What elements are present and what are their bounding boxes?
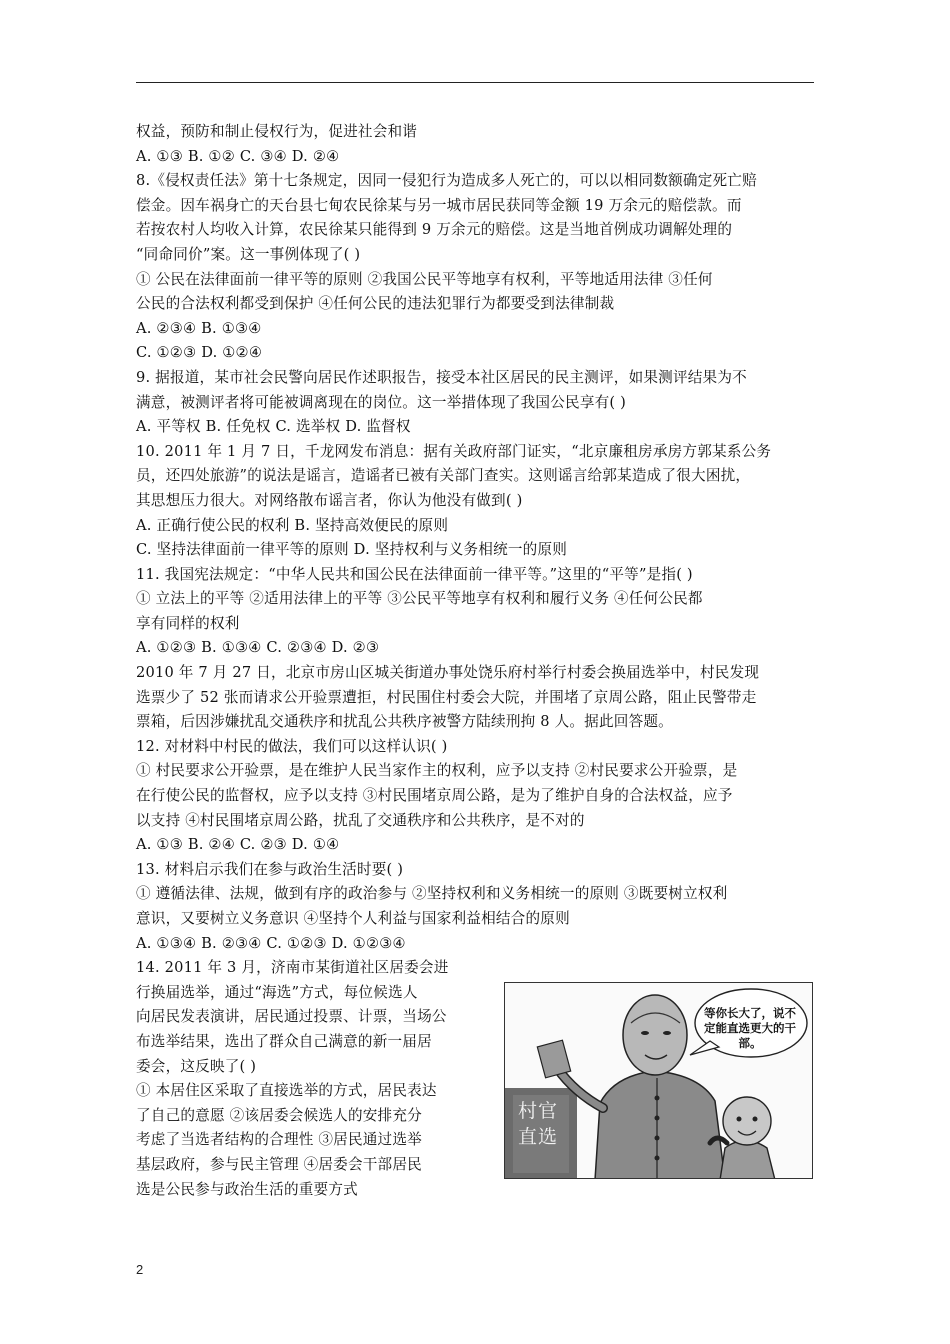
text-line: ① 遵循法律、法规，做到有序的政治参与 ②坚持权利和义务相统一的原则 ③既要树立权利 — [136, 885, 728, 903]
text-line: ① 立法上的平等 ②适用法律上的平等 ③公民平等地享有权利和履行义务 ④任何公民都 — [136, 590, 703, 608]
text-line: 满意，被测评者将可能被调离现在的岗位。这一举措体现了我国公民享有( ) — [136, 393, 627, 411]
text-line: 2010 年 7 月 27 日，北京市房山区城关街道办事处饶乐府村举行村委会换届选举中，村民发现 — [136, 664, 760, 682]
text-line: A. 正确行使公民的权利 B. 坚持高效便民的原则 — [136, 516, 449, 534]
text-line: 其思想压力很大。对网络散布谣言者，你认为他没有做到( ) — [136, 491, 523, 509]
cartoon-stamp-label: 村官直选 — [517, 1100, 558, 1148]
text-line: A. 平等权 B. 任免权 C. 选举权 D. 监督权 — [136, 418, 411, 436]
question-14-line: 选是公民参与政治生活的重要方式 — [136, 1180, 358, 1198]
text-line: A. ②③④ B. ①③④ — [136, 319, 262, 337]
text-line: 享有同样的权利 — [136, 614, 240, 632]
text-line: 13. 材料启示我们在参与政治生活时要( ) — [136, 860, 404, 878]
text-line: A. ①③④ B. ②③④ C. ①②③ D. ①②③④ — [136, 934, 406, 952]
question-14-line: 委会，这反映了( ) — [136, 1057, 257, 1075]
header-rule — [136, 82, 814, 83]
text-line: 偿金。因车祸身亡的天台县七甸农民徐某与另一城市居民获同等金额 19 万余元的赔偿款。而 — [136, 196, 742, 214]
question-14-line: 行换届选举，通过“海选”方式，每位候选人 — [136, 983, 418, 1001]
text-line: 9. 据报道，某市社会民警向居民作述职报告，接受本社区居民的民主测评，如果测评结果为不 — [136, 368, 747, 386]
text-line: 10. 2011 年 1 月 7 日，千龙网发布消息：据有关政府部门证实，“北京廉租房承房方郭某系公务 — [136, 442, 772, 460]
question-14-line: ① 本居住区采取了直接选举的方式，居民表达 — [136, 1082, 437, 1100]
question-14-line: 了自己的意愿 ②该居委会候选人的安排充分 — [136, 1106, 422, 1124]
question-14-line: 向居民发表演讲，居民通过投票、计票，当场公 — [136, 1008, 447, 1026]
text-line: 权益，预防和制止侵权行为，促进社会和谐 — [136, 123, 418, 140]
question-14-line: 布选举结果，选出了群众自己满意的新一届居 — [136, 1032, 432, 1050]
text-line: C. ①②③ D. ①②④ — [136, 344, 263, 362]
question-14-line: 考虑了当选者结构的合理性 ③居民通过选举 — [136, 1131, 422, 1149]
text-line: 12. 对材料中村民的做法，我们可以这样认识( ) — [136, 737, 448, 755]
text-line: C. 坚持法律面前一律平等的原则 D. 坚持权利与义务相统一的原则 — [136, 541, 568, 559]
text-line: “同命同价”案。这一事例体现了( ) — [136, 245, 361, 263]
text-line: 票箱，后因涉嫌扰乱交通秩序和扰乱公共秩序被警方陆续刑拘 8 人。据此回答题。 — [136, 713, 673, 731]
page-number: 2 — [136, 1262, 144, 1277]
text-line: 公民的合法权利都受到保护 ④任何公民的违法犯罪行为都要受到法律制裁 — [136, 295, 615, 313]
cartoon-speech-bubble: 等你长大了，说不定能直选更大的干部。 — [704, 1006, 796, 1050]
text-line: ① 村民要求公开验票，是在维护人民当家作主的权利，应予以支持 ②村民要求公开验票，是 — [136, 762, 738, 780]
text-line: 若按农村人均收入计算，农民徐某只能得到 9 万余元的赔偿。这是当地首例成功调解处理的 — [136, 221, 733, 239]
text-line: 选票少了 52 张而请求公开验票遭拒，村民围住村委会大院，并围堵了京周公路，阻止民警带走 — [136, 688, 757, 706]
text-line: 11. 我国宪法规定：“中华人民共和国公民在法律面前一律平等。”这里的“平等”是指( ) — [136, 565, 693, 583]
text-line: 意识，又要树立义务意识 ④坚持个人利益与国家利益相结合的原则 — [136, 910, 570, 927]
text-line: ① 公民在法律面前一律平等的原则 ②我国公民平等地享有权利，平等地适用法律 ③任何 — [136, 270, 713, 288]
text-line: A. ①③ B. ②④ C. ②③ D. ①④ — [136, 836, 340, 854]
text-line: 在行使公民的监督权，应予以支持 ③村民围堵京周公路，是为了维护自身的合法权益，应予 — [136, 787, 733, 805]
text-line: 8.《侵权责任法》第十七条规定，因同一侵犯行为造成多人死亡的，可以以相同数额确定死亡赔 — [136, 172, 757, 190]
text-line: 员，还四处旅游”的说法是谣言，造谣者已被有关部门查实。这则谣言给郭某造成了很大困扰， — [136, 467, 751, 485]
question-14-line: 14. 2011 年 3 月，济南市某街道社区居委会进 — [136, 959, 449, 977]
text-line: 以支持 ④村民围堵京周公路，扰乱了交通秩序和公共秩序，是不对的 — [136, 811, 585, 829]
text-line: A. ①②③ B. ①③④ C. ②③④ D. ②③ — [136, 639, 380, 657]
question-14-line: 基层政府，参与民主管理 ④居委会干部居民 — [136, 1155, 422, 1173]
text-line: A. ①③ B. ①② C. ③④ D. ②④ — [136, 147, 340, 165]
